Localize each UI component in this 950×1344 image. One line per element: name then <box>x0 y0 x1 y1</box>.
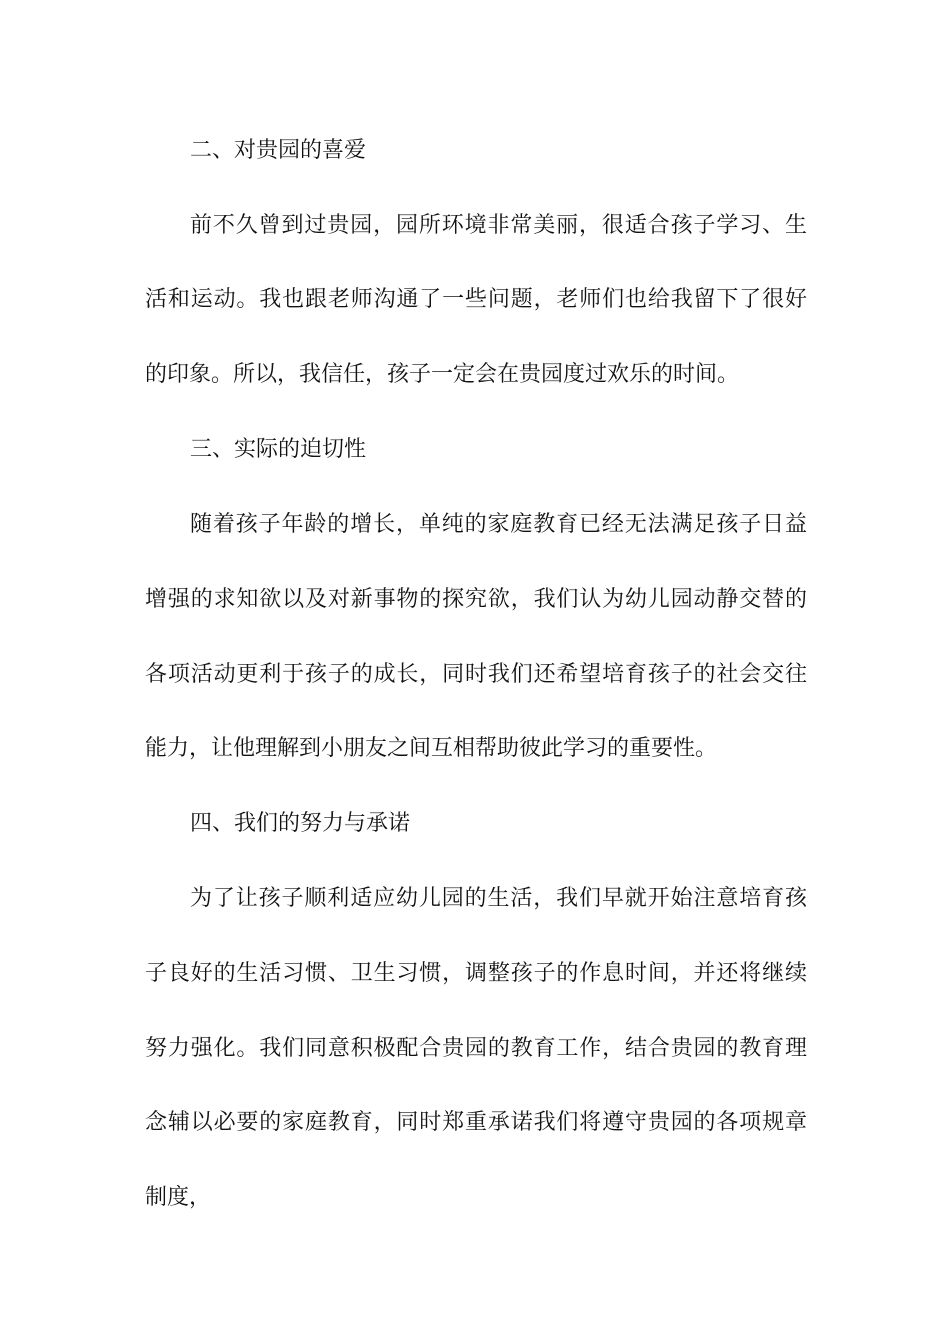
section-heading-4: 四、我们的努力与承诺 <box>190 811 411 836</box>
paragraph-line: 的印象。所以，我信任，孩子一定会在贵园度过欢乐的时间。 <box>145 362 740 387</box>
paragraph-line: 活和运动。我也跟老师沟通了一些问题，老师们也给我留下了很好 <box>145 287 807 312</box>
paragraph-line: 随着孩子年龄的增长，单纯的家庭教育已经无法满足孩子日益 <box>190 512 807 537</box>
paragraph-line: 努力强化。我们同意积极配合贵园的教育工作，结合贵园的教育理 <box>145 1036 807 1061</box>
paragraph-line: 各项活动更利于孩子的成长，同时我们还希望培育孩子的社会交往 <box>145 662 807 687</box>
paragraph-line: 增强的求知欲以及对新事物的探究欲，我们认为幼儿园动静交替的 <box>145 587 807 612</box>
paragraph-line: 念辅以必要的家庭教育，同时郑重承诺我们将遵守贵园的各项规章 <box>145 1110 807 1135</box>
paragraph-line: 前不久曾到过贵园，园所环境非常美丽，很适合孩子学习、生 <box>190 213 807 238</box>
section-heading-3: 三、实际的迫切性 <box>190 437 367 462</box>
paragraph-line: 制度， <box>145 1185 212 1210</box>
paragraph-line: 为了让孩子顺利适应幼儿园的生活，我们早就开始注意培育孩 <box>190 886 807 911</box>
paragraph-line: 能力，让他理解到小朋友之间互相帮助彼此学习的重要性。 <box>145 736 718 761</box>
paragraph-line: 子良好的生活习惯、卫生习惯，调整孩子的作息时间，并还将继续 <box>145 961 807 986</box>
section-heading-2: 二、对贵园的喜爱 <box>190 138 367 163</box>
